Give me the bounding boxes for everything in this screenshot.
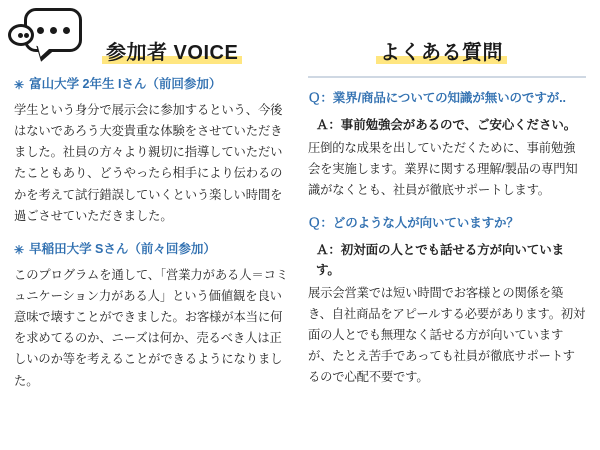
voice-entry-title [14, 76, 292, 94]
voice-entry [14, 241, 292, 392]
voice-section-heading [102, 36, 242, 65]
speech-bubble-icon [8, 8, 82, 64]
voice-entry-body: 学生という身分で展示会に参加するという、今後はないであろう大変貴重な体験をさせていただきました。社員の方々より親切に指導していただいたこともあり、どうやったら相手により伝わるのかを考えて試行錯誤していくという楽しい時間を過ごさせていただきました。 [14, 103, 283, 223]
faq-answer-lead: Ａ：初対面の人とでも話せる方が向いています。 [316, 242, 565, 278]
bubble-dot [18, 33, 23, 38]
faq-entry [308, 213, 586, 388]
asterisk-icon: ✳ [14, 78, 25, 92]
voice-entry-title [14, 241, 292, 259]
faq-column [308, 76, 586, 400]
speech-bubble-small-shape [8, 24, 34, 46]
voice-heading-text: 参加者 VOICE [102, 36, 242, 65]
voice-entry-title-text: 富山大学 2年生 Iさん（前回参加） [29, 77, 222, 91]
faq-section-heading [376, 36, 507, 65]
voice-column [14, 76, 292, 406]
bubble-dot [50, 27, 57, 34]
bubble-dot [63, 27, 70, 34]
faq-divider [308, 76, 586, 78]
voice-entry-title-text: 早稲田大学 Sさん（前々回参加） [29, 241, 216, 256]
bubble-dot [37, 27, 44, 34]
voice-entry-body: このプログラムを通して、「営業力がある人＝コミュニケーション力がある人」という価値観を良い意味で壊すことができました。お客様が本当に何を求めてるのか、ニーズは何か、売るべき人は正しいのか等を考えることができるようになりました。 [14, 267, 289, 388]
faq-answer-body: 展示会営業では短い時間でお客様との関係を築き、自社商品をアピールする必要があります。初対面の人とでも無理なく話せる方が向いていますが、たとえ苦手であっても社員が徹底サポートするので心配不要です。 [308, 286, 586, 384]
bubble-dot [24, 33, 29, 38]
faq-answer-body: 圧倒的な成果を出していただくために、事前勉強会を実施します。業界に関する理解/製品の専門知識がなくとも、社員が徹底サポートします。 [308, 141, 578, 198]
asterisk-icon: ✳ [14, 242, 25, 257]
speech-bubble-dots [37, 27, 70, 34]
voice-entry [14, 76, 292, 227]
faq-entry [308, 88, 586, 201]
faq-answer-lead: Ａ：事前勉強会があるので、ご安心ください。 [316, 118, 577, 132]
faq-heading-text: よくある質問 [376, 36, 507, 65]
faq-question: Ｑ：どのような人が向いていますか？ [308, 215, 519, 230]
faq-question: Ｑ：業界/商品についての知識が無いのですが.. [308, 91, 566, 105]
